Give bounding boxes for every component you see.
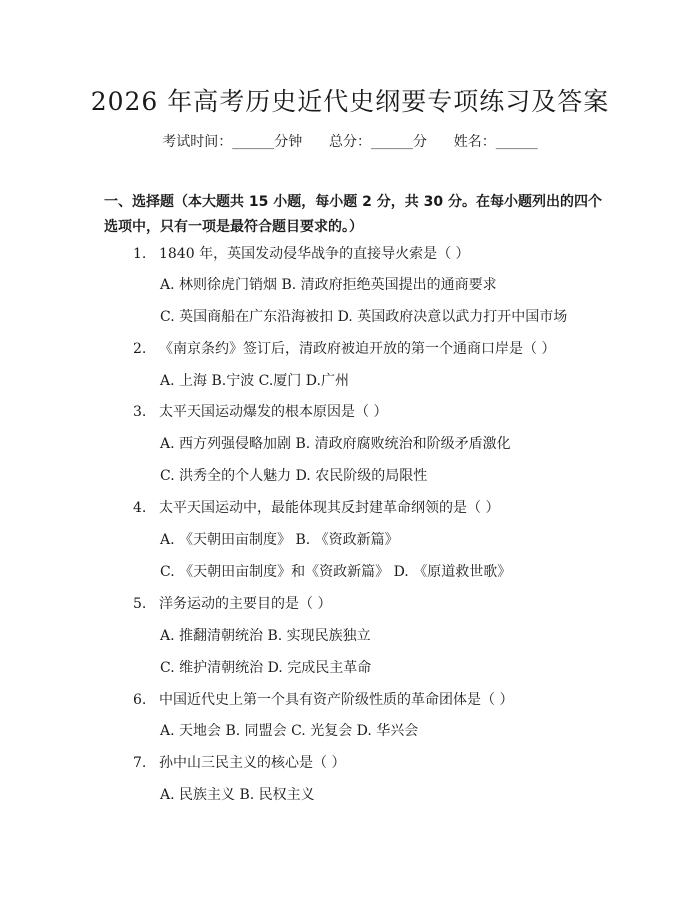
section-heading: 一、选择题（本大题共 15 小题，每小题 2 分，共 30 分。在每小题列出的四个选项中，只有一项是最符合题目要求的。） [104,194,602,235]
question-number: 3. [133,404,147,420]
question-7-options-row-1: A. 民族主义 B. 民权主义 [160,787,315,803]
question-3 [133,402,387,422]
question-number: 7. [133,755,147,771]
question-3-options-row-1: A. 西方列强侵略加剧 B. 清政府腐败统治和阶级矛盾激化 [160,436,511,452]
question-1-options-row-2: C. 英国商船在广东沿海被扣 D. 英国政府决意以武力打开中国市场 [160,309,568,325]
question-5-options-row-2: C. 维护清朝统治 D. 完成民主革命 [160,660,372,676]
question-4-options-row-2: C. 《天朝田亩制度》和《资政新篇》 D. 《原道救世歌》 [160,564,512,580]
question-4-options-row-1: A. 《天朝田亩制度》 B. 《资政新篇》 [160,532,399,548]
question-5 [133,594,331,614]
question-5-options-row-1: A. 推翻清朝统治 B. 实现民族独立 [160,628,371,644]
exam-meta: 考试时间：______分钟 总分：______分 姓名：______ [162,134,538,150]
question-text: 《南京条约》签订后，清政府被迫开放的第一个通商口岸是（ ） [159,341,556,357]
question-text: 1840 年，英国发动侵华战争的直接导火索是（ ） [159,246,470,262]
question-4 [133,498,499,518]
question-number: 6. [133,692,147,708]
question-2-options-row-1: A. 上海 B.宁波 C.厦门 D.广州 [160,373,349,389]
question-text: 中国近代史上第一个具有资产阶级性质的革命团体是（ ） [159,692,514,708]
question-number: 2. [133,341,147,357]
question-text: 太平天国运动中，最能体现其反封建革命纲领的是（ ） [159,500,500,516]
question-7 [133,753,345,773]
question-6 [133,690,513,710]
question-text: 太平天国运动爆发的根本原因是（ ） [159,404,388,420]
question-1 [133,244,470,264]
question-number: 4. [133,500,147,516]
question-3-options-row-2: C. 洪秀全的个人魅力 D. 农民阶级的局限性 [160,468,428,484]
question-1-options-row-1: A. 林则徐虎门销烟 B. 清政府拒绝英国提出的通商要求 [160,277,497,293]
question-2 [133,339,555,359]
question-text: 洋务运动的主要目的是（ ） [159,596,332,612]
question-number: 5. [133,596,147,612]
question-6-options-row-1: A. 天地会 B. 同盟会 C. 光复会 D. 华兴会 [160,723,419,739]
question-text: 孙中山三民主义的核心是（ ） [159,755,346,771]
question-number: 1. [133,246,147,262]
page-title: 2026 年高考历史近代史纲要专项练习及答案 [90,87,610,116]
